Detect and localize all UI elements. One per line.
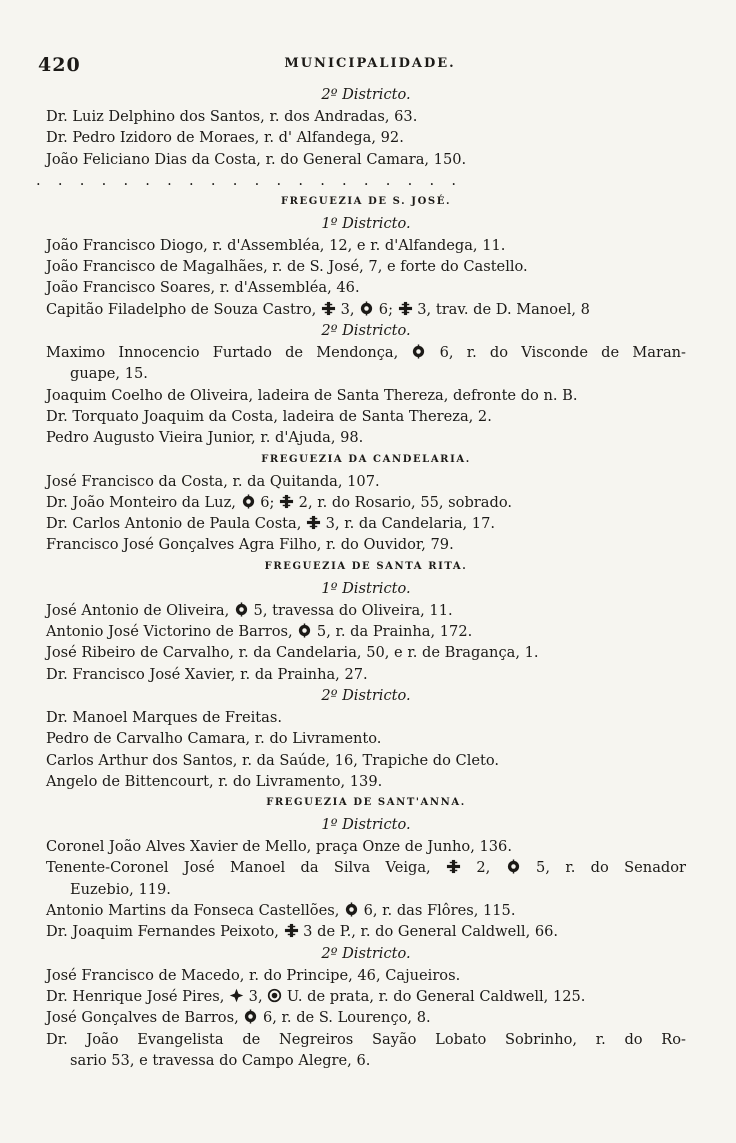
- entry-text: 5, r. do Senador: [520, 859, 686, 877]
- directory-entry: [46, 836, 686, 857]
- entry-text: João Francisco de Magalhães, r. de S. José, 7, e forte do Castello.: [46, 258, 528, 276]
- directory-entry: [46, 771, 686, 792]
- cross-order-icon: [306, 515, 321, 532]
- rose-order-icon: [359, 301, 374, 318]
- cross-order-icon: [398, 301, 413, 318]
- entry-line: [46, 1050, 686, 1071]
- rose-order-icon: [297, 623, 312, 640]
- star-order-icon: [229, 988, 244, 1005]
- entry-line: [46, 534, 686, 555]
- entry-line: [46, 750, 686, 771]
- page-header: [30, 54, 710, 80]
- entry-line: [46, 342, 686, 363]
- entry-text: Dr. João Monteiro da Luz,: [46, 493, 241, 511]
- entry-text: Euzebio, 119.: [70, 880, 171, 898]
- entry-text: José Francisco da Costa, r. da Quitanda, 107.: [46, 472, 380, 490]
- district-heading: 2º Districto.: [321, 686, 411, 704]
- entry-text: José Antonio de Oliveira,: [46, 601, 234, 619]
- entry-line: [46, 621, 686, 642]
- entry-text: U. de prata, r. do General Caldwell, 125.: [282, 987, 586, 1005]
- district-heading: 2º Districto.: [321, 322, 411, 340]
- entry-line: [46, 277, 686, 298]
- entry-text: Pedro de Carvalho Camara, r. do Livramento.: [46, 730, 382, 748]
- entry-text: 2, r. do Rosario, 55, sobrado.: [294, 493, 512, 511]
- entry-text: José Francisco de Macedo, r. do Principe, 46, Cajueiros.: [46, 966, 461, 984]
- entry-text: Dr. Manoel Marques de Freitas.: [46, 708, 282, 726]
- entry-line: [46, 1029, 686, 1050]
- cross-order-icon: [279, 494, 294, 511]
- directory-entry: [46, 921, 686, 942]
- parish-heading: FREGUEZIA DE SANTA RITA.: [264, 560, 468, 572]
- directory-entry: [46, 707, 686, 728]
- entry-text: Dr. Carlos Antonio de Paula Costa,: [46, 515, 307, 533]
- entry-line: [46, 427, 686, 448]
- entry-line: [46, 256, 686, 277]
- entry-line: [46, 127, 686, 148]
- entry-line: [46, 707, 686, 728]
- entry-text: João Francisco Diogo, r. d'Assembléa, 12, e r. d'Alfandega, 11.: [46, 236, 506, 254]
- entry-text: guape, 15.: [70, 365, 148, 383]
- district-heading: 1º Districto.: [321, 816, 411, 834]
- entry-text: 6, r. do Visconde de Maran-: [426, 344, 686, 362]
- entry-text: Dr. Torquato Joaquim da Costa, ladeira de Santa Thereza, 2.: [46, 407, 492, 425]
- ellipsis-row: . . . . . . . . . . . . . . . . . . . .: [36, 171, 456, 189]
- parish-heading: FREGUEZIA DA CANDELARIA.: [261, 453, 471, 465]
- entry-text: Pedro Augusto Vieira Junior, r. d'Ajuda, 98.: [46, 429, 364, 447]
- directory-listing: [36, 84, 686, 1071]
- directory-entry: [46, 342, 686, 385]
- entry-line: [46, 149, 686, 170]
- directory-entry: [46, 621, 686, 642]
- directory-entry: [46, 406, 686, 427]
- running-title: MUNICIPALIDADE.: [284, 56, 456, 71]
- entry-line: [46, 106, 686, 127]
- entry-text: José Ribeiro de Carvalho, r. da Candelaria, 50, e r. de Bragança, 1.: [46, 644, 539, 662]
- directory-entry: [46, 427, 686, 448]
- directory-entry: [46, 965, 686, 986]
- directory-entry: [46, 534, 686, 555]
- directory-entry: [46, 127, 686, 148]
- directory-entry: [46, 235, 686, 256]
- entry-line: [46, 513, 686, 534]
- entry-line: [46, 965, 686, 986]
- medal-icon: [267, 988, 282, 1005]
- entry-line: [46, 600, 686, 621]
- parish-heading: FREGUEZIA DE S. JOSÉ.: [280, 195, 452, 207]
- directory-entry: [46, 471, 686, 492]
- cross-order-icon: [446, 859, 461, 876]
- directory-entry: [46, 106, 686, 127]
- entry-text: 3,: [335, 300, 360, 318]
- entry-text: Joaquim Coelho de Oliveira, ladeira de Santa Thereza, defronte do n. B.: [46, 386, 578, 404]
- entry-text: Dr. Francisco José Xavier, r. da Prainha, 27.: [46, 665, 368, 683]
- directory-entry: [46, 750, 686, 771]
- entry-text: Angelo de Bittencourt, r. do Livramento, 139.: [46, 772, 383, 790]
- entry-line: [46, 299, 686, 320]
- entry-text: José Gonçalves de Barros,: [46, 1009, 244, 1027]
- directory-entry: [46, 1007, 686, 1028]
- directory-entry: [46, 385, 686, 406]
- district-heading: 1º Districto.: [321, 579, 411, 597]
- entry-line: [46, 728, 686, 749]
- entry-text: 5, r. da Prainha, 172.: [312, 623, 473, 641]
- entry-text: Dr. Luiz Delphino dos Santos, r. dos Andradas, 63.: [46, 108, 418, 125]
- entry-line: [46, 235, 686, 256]
- entry-line: [46, 986, 686, 1007]
- entry-text: Capitão Filadelpho de Souza Castro,: [46, 300, 321, 318]
- entry-text: Maximo Innocencio Furtado de Mendonça,: [46, 344, 412, 362]
- district-heading: 1º Districto.: [321, 214, 411, 232]
- entry-line: [46, 836, 686, 857]
- entry-line: [46, 471, 686, 492]
- entry-text: 3 de P., r. do General Caldwell, 66.: [298, 923, 559, 941]
- entry-line: [46, 900, 686, 921]
- entry-text: Dr. Henrique José Pires,: [46, 987, 230, 1005]
- cross-order-icon: [284, 923, 299, 940]
- entry-text: Carlos Arthur dos Santos, r. da Saúde, 16, Trapiche do Cleto.: [46, 751, 500, 769]
- page-number: 420: [38, 54, 81, 76]
- entry-line: [46, 857, 686, 878]
- directory-entry: [46, 857, 686, 900]
- entry-text: 2,: [461, 859, 506, 877]
- entry-text: 6;: [374, 300, 398, 318]
- entry-text: Dr. Joaquim Fernandes Peixoto,: [46, 923, 284, 941]
- entry-text: João Francisco Soares, r. d'Assembléa, 46.: [46, 279, 360, 297]
- rose-order-icon: [344, 902, 359, 919]
- entry-text: Tenente-Coronel José Manoel da Silva Veiga,: [46, 859, 447, 877]
- entry-line: [46, 771, 686, 792]
- directory-entry: [46, 256, 686, 277]
- entry-text: Francisco José Gonçalves Agra Filho, r. do Ouvidor, 79.: [46, 536, 454, 554]
- directory-entry: [46, 900, 686, 921]
- rose-order-icon: [243, 1009, 258, 1026]
- entry-line: [46, 363, 686, 384]
- entry-text: 6;: [255, 493, 280, 511]
- entry-line: [46, 385, 686, 406]
- entry-line: [46, 921, 686, 942]
- directory-entry: [46, 600, 686, 621]
- district-heading: 2º Districto.: [321, 944, 411, 962]
- directory-entry: [46, 513, 686, 534]
- entry-line: [46, 406, 686, 427]
- directory-entry: [46, 1029, 686, 1072]
- parish-heading: FREGUEZIA DE SANT'ANNA.: [266, 797, 466, 809]
- directory-entry: [46, 492, 686, 513]
- directory-entry: [46, 299, 686, 320]
- rose-order-icon: [241, 494, 256, 511]
- entry-text: 5, travessa do Oliveira, 11.: [248, 601, 453, 619]
- directory-entry: [46, 642, 686, 663]
- rose-order-icon: [411, 344, 426, 361]
- entry-text: 6, r. das Flôres, 115.: [358, 902, 516, 920]
- entry-line: [46, 492, 686, 513]
- entry-line: [46, 664, 686, 685]
- entry-text: 3,: [244, 987, 268, 1005]
- entry-text: 3, trav. de D. Manoel, 8: [412, 300, 590, 318]
- directory-entry: [46, 277, 686, 298]
- rose-order-icon: [506, 859, 521, 876]
- entry-text: Antonio Martins da Fonseca Castellões,: [46, 902, 344, 920]
- entry-text: 3, r. da Candelaria, 17.: [321, 515, 496, 533]
- directory-entry: [46, 664, 686, 685]
- entry-line: [46, 879, 686, 900]
- entry-text: Coronel João Alves Xavier de Mello, praça Onze de Junho, 136.: [46, 838, 512, 856]
- entry-text: Dr. Pedro Izidoro de Moraes, r. d' Alfandega, 92.: [46, 129, 404, 147]
- cross-order-icon: [321, 301, 336, 318]
- entry-text: João Feliciano Dias da Costa, r. do General Camara, 150.: [46, 150, 467, 168]
- district-heading: 2º Districto.: [321, 86, 411, 103]
- entry-text: Dr. João Evangelista de Negreiros Sayão Lobato Sobrinho, r. do Ro-: [46, 1030, 686, 1048]
- entry-line: [46, 642, 686, 663]
- rose-order-icon: [234, 602, 249, 619]
- directory-entry: [46, 986, 686, 1007]
- entry-text: 6, r. de S. Lourenço, 8.: [258, 1009, 431, 1027]
- entry-text: Antonio José Victorino de Barros,: [46, 623, 298, 641]
- entry-text: sario 53, e travessa do Campo Alegre, 6.: [70, 1051, 371, 1069]
- directory-entry: [46, 149, 686, 170]
- directory-entry: [46, 728, 686, 749]
- entry-line: [46, 1007, 686, 1028]
